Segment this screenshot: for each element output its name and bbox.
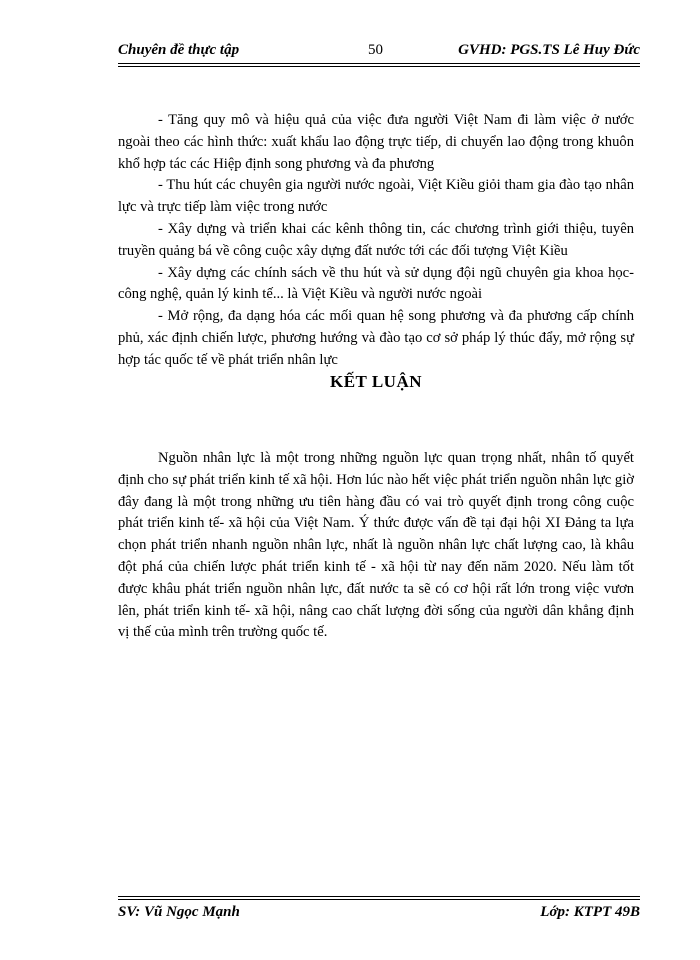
header-divider-thin	[118, 66, 640, 67]
page-header	[118, 38, 640, 62]
conclusion-paragraph: Nguồn nhân lực là một trong những nguồn lực quan trọng nhất, nhân tố quyết định cho sự phát triển kinh tế xã hội. Hơn lúc nào hết việc phát triển nguồn nhân lực giờ đây đang là một trong những ưu tiên hàng đầu có vai trò quyết định trong công cuộc phát triển kinh tế- xã hội của Việt Nam. Ý thức được vấn đề tại đại hội XI Đảng ta lựa chọn phát triển nhanh nguồn nhân lực, nhất là nguồn nhân lực chất lượng cao, là khâu đột phá của chiến lược phát triển kinh tế - xã hội từ nay đến năm 2020. Nếu làm tốt được khâu phát triển nguồn nhân lực, đất nước ta sẽ có cơ hội rất lớn trong việc vươn lên, phát triển kinh tế- xã hội, nâng cao chất lượng đời sống của người dân khẳng định vị thế của mình trên trường quốc tế.	[118, 450, 634, 641]
footer-class: Lớp: KTPT 49B	[540, 904, 640, 920]
bullet-paragraph: - Tăng quy mô và hiệu quả của việc đưa người Việt Nam đi làm việc ở nước ngoài theo các hình thức: xuất khẩu lao động trực tiếp, di chuyển lao động trong khuôn khổ hợp tác các Hiệp định song phương và đa phương	[118, 112, 634, 172]
conclusion-heading: KẾT LUẬN	[329, 372, 422, 391]
header-divider	[118, 63, 640, 64]
page-footer	[118, 902, 640, 924]
bullet-section	[118, 110, 634, 372]
bullet-paragraph: - Thu hút các chuyên gia người nước ngoài, Việt Kiều giỏi tham gia đào tạo nhân lực và trực tiếp làm việc trong nước	[118, 177, 634, 216]
footer-divider	[118, 896, 640, 897]
footer-student: SV: Vũ Ngọc Mạnh	[118, 904, 240, 920]
footer-divider-thin	[118, 899, 640, 900]
bullet-paragraph: - Mở rộng, đa dạng hóa các mối quan hệ song phương và đa phương cấp chính phủ, xác định chiến lược, phương hướng và đào tạo cơ sở pháp lý thúc đẩy, mở rộng sự hợp tác quốc tế về phát triển nhân lực	[118, 308, 634, 368]
header-supervisor: GVHD: PGS.TS Lê Huy Đức	[458, 42, 640, 58]
header-title: Chuyên đề thực tập	[118, 42, 240, 58]
page-number: 50	[368, 42, 383, 58]
conclusion-section	[118, 448, 634, 644]
bullet-paragraph: - Xây dựng các chính sách về thu hút và sử dụng đội ngũ chuyên gia khoa học- công nghệ, quản lý kinh tế... là Việt Kiều và người nước ngoài	[118, 264, 634, 303]
bullet-paragraph: - Xây dựng và triển khai các kênh thông tin, các chương trình giới thiệu, tuyên truyền quảng bá về công cuộc xây dựng đất nước tới các đối tượng Việt Kiều	[118, 220, 634, 259]
